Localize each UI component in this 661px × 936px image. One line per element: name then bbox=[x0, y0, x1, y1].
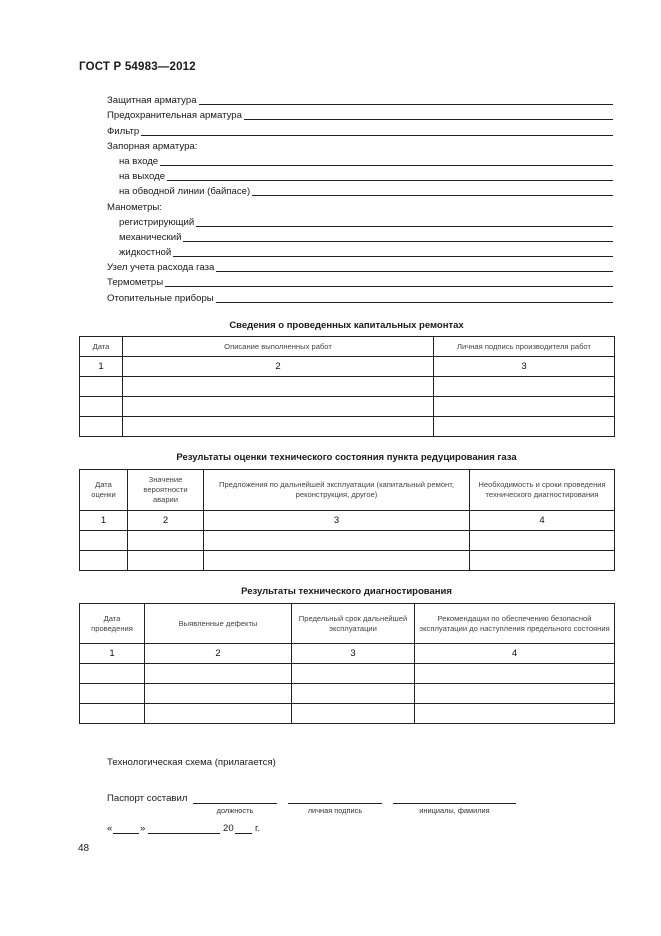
fill-line bbox=[165, 277, 613, 287]
field-manometers bbox=[107, 197, 613, 212]
table-cell[interactable] bbox=[145, 704, 292, 724]
scheme-note: Технологическая схема (прилагается) bbox=[107, 757, 276, 768]
table-cell[interactable] bbox=[80, 704, 145, 724]
column-number: 2 bbox=[123, 357, 434, 377]
table-cell[interactable] bbox=[292, 664, 415, 684]
table-cell[interactable] bbox=[145, 684, 292, 704]
table-cell[interactable] bbox=[204, 551, 470, 571]
signature-caption: личная подпись bbox=[307, 806, 363, 815]
column-header: Предельный срок дальнейшей эксплуатации bbox=[292, 604, 415, 644]
table-cell[interactable] bbox=[128, 551, 204, 571]
table-cell[interactable] bbox=[470, 531, 615, 551]
column-number: 1 bbox=[80, 511, 128, 531]
table-cell[interactable] bbox=[415, 684, 615, 704]
column-number: 2 bbox=[128, 511, 204, 531]
column-number: 1 bbox=[80, 644, 145, 664]
fill-line bbox=[252, 186, 613, 196]
table-cell[interactable] bbox=[470, 551, 615, 571]
quote-close: » bbox=[140, 823, 146, 834]
table-row bbox=[80, 531, 615, 551]
field-label: Термометры bbox=[107, 277, 164, 289]
table-cell[interactable] bbox=[434, 397, 615, 417]
field-shutoff-fittings bbox=[107, 137, 613, 152]
diagnostics-table bbox=[79, 603, 615, 724]
table-cell[interactable] bbox=[123, 397, 434, 417]
field-label: Отопительные приборы bbox=[107, 292, 214, 304]
table-cell[interactable] bbox=[145, 664, 292, 684]
table-row bbox=[80, 397, 615, 417]
position-line[interactable] bbox=[193, 803, 277, 804]
field-inlet bbox=[107, 152, 613, 167]
fill-line bbox=[216, 262, 613, 272]
table-numbering-row bbox=[80, 357, 615, 377]
column-number: 3 bbox=[434, 357, 615, 377]
assessment-table bbox=[79, 469, 615, 571]
field-recording bbox=[107, 213, 613, 228]
field-protective-fittings bbox=[107, 91, 613, 106]
table-cell[interactable] bbox=[434, 417, 615, 437]
column-number: 3 bbox=[204, 511, 470, 531]
table-cell[interactable] bbox=[80, 377, 123, 397]
table-cell[interactable] bbox=[292, 684, 415, 704]
field-label: жидкостной bbox=[119, 247, 172, 259]
table-row bbox=[80, 551, 615, 571]
fill-line bbox=[244, 110, 613, 120]
column-number: 1 bbox=[80, 357, 123, 377]
field-gas-metering bbox=[107, 258, 613, 273]
fill-line bbox=[216, 293, 613, 303]
field-liquid bbox=[107, 243, 613, 258]
field-safety-fittings bbox=[107, 106, 613, 121]
fill-line bbox=[196, 217, 613, 227]
column-header: Дата проведения bbox=[80, 604, 145, 644]
column-header: Предложения по дальнейшей эксплуатации (капитальный ремонт, реконструкция, другое) bbox=[204, 470, 470, 511]
page-number: 48 bbox=[78, 843, 90, 854]
fill-line bbox=[173, 247, 613, 257]
table-numbering-row bbox=[80, 644, 615, 664]
table-header-row bbox=[80, 604, 615, 644]
field-outlet bbox=[107, 167, 613, 182]
field-label: регистрирующий bbox=[119, 216, 195, 228]
field-heaters bbox=[107, 288, 613, 303]
fill-line bbox=[160, 156, 613, 166]
year-suffix: г. bbox=[255, 823, 260, 834]
table-cell[interactable] bbox=[80, 531, 128, 551]
table-cell[interactable] bbox=[123, 417, 434, 437]
field-label: Манометры: bbox=[107, 201, 162, 213]
field-label: Запорная арматура: bbox=[107, 140, 198, 152]
column-header: Выявленные дефекты bbox=[145, 604, 292, 644]
column-number: 4 bbox=[470, 511, 615, 531]
column-header: Значение вероятности аварии bbox=[128, 470, 204, 511]
position-caption: должность bbox=[216, 806, 254, 815]
column-header: Дата bbox=[80, 337, 123, 357]
table-cell[interactable] bbox=[434, 377, 615, 397]
column-header: Дата оценки bbox=[80, 470, 128, 511]
field-label: Защитная арматура bbox=[107, 95, 197, 107]
column-header: Рекомендации по обеспечению безопасной эксплуатации до наступления предельного состояния bbox=[415, 604, 615, 644]
table-cell[interactable] bbox=[80, 551, 128, 571]
fill-line bbox=[199, 95, 613, 105]
document-header: ГОСТ Р 54983—2012 bbox=[79, 61, 196, 73]
table-row bbox=[80, 417, 615, 437]
table-cell[interactable] bbox=[204, 531, 470, 551]
table-row bbox=[80, 684, 615, 704]
field-bypass bbox=[107, 182, 613, 197]
field-label: Узел учета расхода газа bbox=[107, 262, 215, 274]
diagnostics-title: Результаты технического диагностирования bbox=[241, 586, 452, 597]
field-label: на входе bbox=[119, 155, 159, 167]
assessment-title: Результаты оценки технического состояния пункта редуцирования газа bbox=[176, 452, 517, 463]
day-line[interactable] bbox=[113, 833, 139, 834]
table-cell[interactable] bbox=[123, 377, 434, 397]
column-number: 4 bbox=[415, 644, 615, 664]
table-cell[interactable] bbox=[80, 664, 145, 684]
column-header: Описание выполненных работ bbox=[123, 337, 434, 357]
fill-line bbox=[183, 232, 613, 242]
column-header: Личная подпись производителя работ bbox=[434, 337, 615, 357]
table-row bbox=[80, 377, 615, 397]
table-row bbox=[80, 664, 615, 684]
field-label: на выходе bbox=[119, 171, 166, 183]
signature-line[interactable] bbox=[288, 803, 382, 804]
repairs-table bbox=[79, 336, 615, 437]
field-label: на обводной линии (байпасе) bbox=[119, 186, 251, 198]
field-label: Фильтр bbox=[107, 125, 140, 137]
initials-caption: инициалы, фамилия bbox=[419, 806, 490, 815]
year-prefix: 20 bbox=[223, 823, 234, 834]
table-cell[interactable] bbox=[292, 704, 415, 724]
table-cell[interactable] bbox=[128, 531, 204, 551]
fill-line bbox=[141, 126, 613, 136]
repairs-title: Сведения о проведенных капитальных ремонтах bbox=[229, 320, 464, 331]
column-header: Необходимость и сроки проведения технического диагностирования bbox=[470, 470, 615, 511]
year-line[interactable] bbox=[235, 833, 252, 834]
month-line[interactable] bbox=[148, 833, 220, 834]
equipment-fields bbox=[107, 91, 613, 304]
column-number: 2 bbox=[145, 644, 292, 664]
initials-line[interactable] bbox=[393, 803, 516, 804]
table-header-row bbox=[80, 470, 615, 511]
field-thermometers bbox=[107, 273, 613, 288]
table-cell[interactable] bbox=[80, 684, 145, 704]
fill-line bbox=[167, 171, 613, 181]
column-number: 3 bbox=[292, 644, 415, 664]
table-numbering-row bbox=[80, 511, 615, 531]
quote-open: « bbox=[107, 823, 113, 834]
field-label: механический bbox=[119, 231, 182, 243]
table-cell[interactable] bbox=[415, 704, 615, 724]
compiled-by-label: Паспорт составил bbox=[107, 793, 188, 804]
field-filter bbox=[107, 121, 613, 136]
field-mechanical bbox=[107, 228, 613, 243]
table-cell[interactable] bbox=[80, 417, 123, 437]
table-header-row bbox=[80, 337, 615, 357]
table-cell[interactable] bbox=[415, 664, 615, 684]
table-row bbox=[80, 704, 615, 724]
table-cell[interactable] bbox=[80, 397, 123, 417]
field-label: Предохранительная арматура bbox=[107, 110, 242, 122]
